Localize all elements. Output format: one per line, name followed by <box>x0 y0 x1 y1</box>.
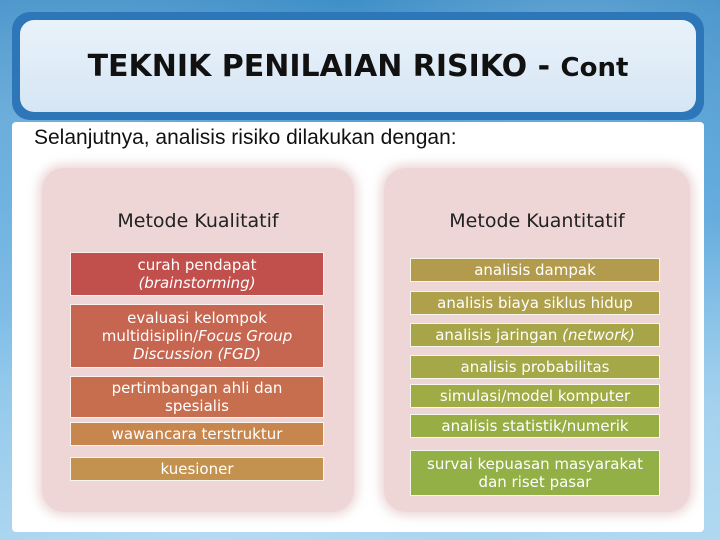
quantitative-item-impact <box>410 258 660 282</box>
item-label: survai kepuasan masyarakat <box>427 455 643 473</box>
qualitative-item-questionnaire <box>70 457 324 481</box>
title-banner-inner <box>20 20 696 112</box>
item-label-mixed: analisis jaringan (network) <box>435 326 635 344</box>
quantitative-item-lifecycle <box>410 291 660 315</box>
quantitative-item-probability <box>410 355 660 379</box>
item-label: pertimbangan ahli dan <box>111 379 283 397</box>
item-label: evaluasi kelompok <box>127 309 267 327</box>
item-label-italic: (brainstorming) <box>138 274 256 292</box>
quantitative-item-network <box>410 323 660 347</box>
item-label: spesialis <box>165 397 229 415</box>
quantitative-item-simulation <box>410 384 660 408</box>
item-label: kuesioner <box>160 460 234 478</box>
item-label: simulasi/model komputer <box>439 387 631 405</box>
slide-title-main: TEKNIK PENILAIAN RISIKO - <box>87 48 561 84</box>
item-label-italic: Discussion (FGD) <box>132 345 262 363</box>
intro-text: Selanjutnya, analisis risiko dilakukan dengan: <box>34 126 457 149</box>
item-label-mixed: multidisiplin/Focus Group <box>101 327 293 345</box>
title-banner <box>12 12 704 120</box>
quantitative-item-survey <box>410 450 660 496</box>
qualitative-item-interview <box>70 422 324 446</box>
item-label: wawancara terstruktur <box>111 425 283 443</box>
item-label: curah pendapat <box>137 256 257 274</box>
item-label: analisis probabilitas <box>460 358 610 376</box>
item-label: analisis biaya siklus hidup <box>437 294 633 312</box>
item-label: analisis statistik/numerik <box>441 417 629 435</box>
item-label: analisis dampak <box>474 261 596 279</box>
item-label: dan riset pasar <box>478 473 592 491</box>
qualitative-item-fgd <box>70 304 324 368</box>
qualitative-heading: Metode Kualitatif <box>117 210 279 232</box>
qualitative-item-brainstorming <box>70 252 324 296</box>
slide-title <box>88 49 629 84</box>
quantitative-item-statistics <box>410 414 660 438</box>
qualitative-item-expert <box>70 376 324 418</box>
quantitative-heading: Metode Kuantitatif <box>449 210 625 232</box>
slide-title-suffix: Cont <box>560 52 629 83</box>
